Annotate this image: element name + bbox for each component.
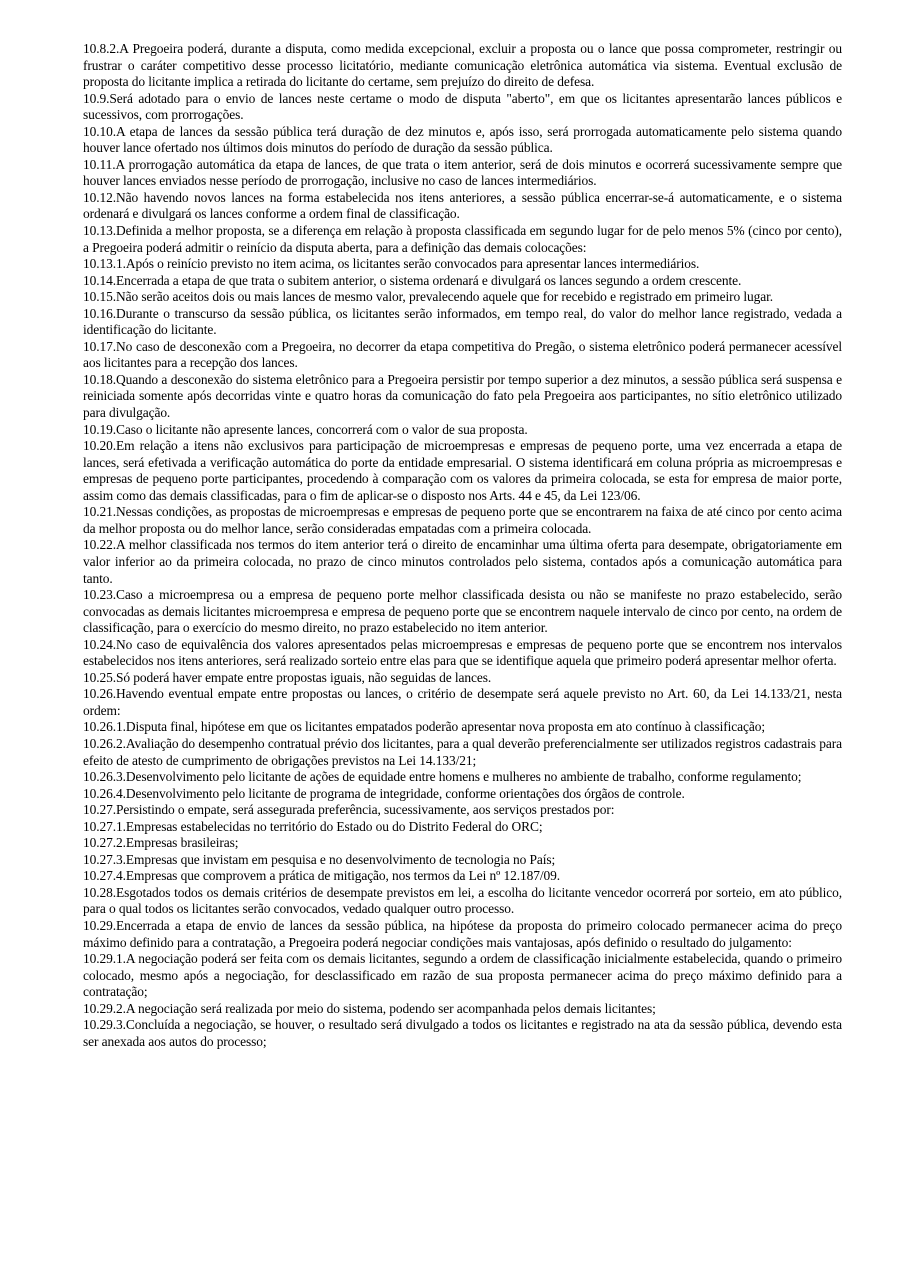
document-paragraph: 10.9.Será adotado para o envio de lances neste certame o modo de disputa "aberto", em que os licitantes apresentarão lances públicos e sucessivos, com prorrogações. [83, 90, 842, 123]
document-paragraph: 10.29.1.A negociação poderá ser feita com os demais licitantes, segundo a ordem de classificação inicialmente estabelecida, quando o primeiro colocado, mesmo após a negociação, for desclassificado em razão de sua proposta permanecer acima do preço máximo definido para a contratação; [83, 951, 842, 1000]
document-paragraph: 10.15.Não serão aceitos dois ou mais lances de mesmo valor, prevalecendo aquele que for recebido e registrado em primeiro lugar. [83, 289, 774, 305]
document-paragraph: 10.29.Encerrada a etapa de envio de lances da sessão pública, na hipótese da proposta do primeiro colocado permanecer acima do preço máximo definido para a contratação, a Pregoeira poderá negociar condições mais vantajosas, após definido o resultado do julgamento: [83, 917, 842, 950]
document-paragraph: 10.26.4.Desenvolvimento pelo licitante de programa de integridade, conforme orientações dos órgãos de controle. [83, 785, 685, 801]
document-paragraph: 10.12.Não havendo novos lances na forma estabelecida nos itens anteriores, a sessão pública encerrar-se-á automaticamente, e o sistema ordenará e divulgará os lances conforme a ordem final de classificação. [83, 189, 842, 222]
document-paragraph: 10.27.4.Empresas que comprovem a prática de mitigação, nos termos da Lei nº 12.187/09. [83, 868, 560, 884]
document-paragraph: 10.22.A melhor classificada nos termos do item anterior terá o direito de encaminhar uma última oferta para desempate, obrigatoriamente em valor inferior ao da primeira colocada, no prazo de cinco minutos controlados pelo sistema, contados após a comunicação automática para tanto. [83, 537, 842, 586]
document-paragraph: 10.14.Encerrada a etapa de que trata o subitem anterior, o sistema ordenará e divulgará os lances segundo a ordem crescente. [83, 272, 742, 288]
document-paragraph: 10.20.Em relação a itens não exclusivos para participação de microempresas e empresas de pequeno porte, uma vez encerrada a etapa de lances, será efetivada a verificação automática do porte da entidade empresarial. O sistema identificará em coluna própria as microempresas e empresas de pequeno porte participantes, procedendo à comparação com os valores da primeira colocada, se esta for empresa de maior porte, assim como das demais classificadas, para o fim de aplicar-se o disposto nos Arts. 44 e 45, da Lei 123/06. [83, 438, 842, 503]
document-paragraph: 10.16.Durante o transcurso da sessão pública, os licitantes serão informados, em tempo real, do valor do melhor lance registrado, vedada a identificação do licitante. [83, 305, 842, 338]
document-paragraph: 10.17.No caso de desconexão com a Pregoeira, no decorrer da etapa competitiva do Pregão, o sistema eletrônico poderá permanecer acessível aos licitantes para a recepção dos lances. [83, 338, 842, 371]
document-paragraph: 10.18.Quando a desconexão do sistema eletrônico para a Pregoeira persistir por tempo superior a dez minutos, a sessão pública será suspensa e reiniciada somente após decorridas vinte e quatro horas da comunicação do fato pela Pregoeira aos participantes, no sítio eletrônico utilizado para divulgação. [83, 371, 842, 421]
document-paragraph: 10.24.No caso de equivalência dos valores apresentados pelas microempresas e empresas de pequeno porte que se encontrem nos intervalos estabelecidos nos itens anteriores, será realizado sorteio entre elas para que se identifique aquela que primeiro poderá apresentar melhor oferta. [83, 636, 842, 669]
document-paragraph: 10.27.3.Empresas que invistam em pesquisa e no desenvolvimento de tecnologia no País; [83, 851, 556, 867]
document-paragraph: 10.13.1.Após o reinício previsto no item acima, os licitantes serão convocados para apresentar lances intermediários. [83, 256, 700, 272]
document-paragraph: 10.28.Esgotados todos os demais critérios de desempate previstos em lei, a escolha do licitante vencedor ocorrerá por sorteio, em ato público, para o qual todos os licitantes serão convocados, vedado qualquer outro processo. [83, 884, 842, 917]
document-paragraph: 10.26.3.Desenvolvimento pelo licitante de ações de equidade entre homens e mulheres no ambiente de trabalho, conforme regulamento; [83, 769, 802, 785]
document-paragraph: 10.26.2.Avaliação do desempenho contratual prévio dos licitantes, para a qual deverão preferencialmente ser utilizados registros cadastrais para efeito de atesto de cumprimento de obrigações previstos na Lei 14.133/21; [83, 735, 842, 768]
document-paragraph: 10.23.Caso a microempresa ou a empresa de pequeno porte melhor classificada desista ou não se manifeste no prazo estabelecido, serão convocadas as demais licitantes microempresa e empresa de pequeno porte que se encontrem naquele intervalo de cinco por cento, na ordem de classificação, para o exercício do mesmo direito, no prazo estabelecido no item anterior. [83, 587, 842, 636]
document-page [83, 41, 842, 1050]
document-paragraph: 10.26.Havendo eventual empate entre propostas ou lances, o critério de desempate será aquele previsto no Art. 60, da Lei 14.133/21, nesta ordem: [83, 686, 842, 718]
document-paragraph: 10.27.1.Empresas estabelecidas no território do Estado ou do Distrito Federal do ORC; [83, 818, 543, 834]
document-paragraph: 10.29.2.A negociação será realizada por meio do sistema, podendo ser acompanhada pelos demais licitantes; [83, 1000, 656, 1016]
document-paragraph: 10.13.Definida a melhor proposta, se a diferença em relação à proposta classificada em segundo lugar for de pelo menos 5% (cinco por cento), a Pregoeira poderá admitir o reinício da disputa aberta, para a definição das demais colocações: [83, 223, 842, 255]
document-paragraph: 10.21.Nessas condições, as propostas de microempresas e empresas de pequeno porte que se encontrarem na faixa de até cinco por cento acima da melhor proposta ou do melhor lance, serão consideradas empatadas com a primeira colocada. [83, 504, 842, 536]
document-paragraph: 10.19.Caso o licitante não apresente lances, concorrerá com o valor de sua proposta. [83, 421, 528, 437]
document-paragraph: 10.8.2.A Pregoeira poderá, durante a disputa, como medida excepcional, excluir a proposta ou o lance que possa comprometer, restringir ou frustrar o caráter competitivo desse processo licitatório, mediante comunicação eletrônica automática via sistema. Eventual exclusão de proposta do licitante implica a retirada do licitante do certame, sem prejuízo do direito de defesa. [83, 41, 842, 90]
document-paragraph: 10.25.Só poderá haver empate entre propostas iguais, não seguidas de lances. [83, 669, 492, 685]
document-paragraph: 10.11.A prorrogação automática da etapa de lances, de que trata o item anterior, será de dois minutos e ocorrerá sucessivamente sempre que houver lances enviados nesse período de prorrogação, inclusive no caso de lances intermediários. [83, 156, 842, 189]
document-paragraph: 10.29.3.Concluída a negociação, se houver, o resultado será divulgado a todos os licitantes e registrado na ata da sessão pública, devendo esta ser anexada aos autos do processo; [83, 1017, 842, 1049]
document-paragraph: 10.26.1.Disputa final, hipótese em que os licitantes empatados poderão apresentar nova proposta em ato contínuo à classificação; [83, 719, 766, 735]
document-paragraph: 10.27.2.Empresas brasileiras; [83, 835, 239, 851]
document-paragraph: 10.10.A etapa de lances da sessão pública terá duração de dez minutos e, após isso, será prorrogada automaticamente pelo sistema quando houver lance ofertado nos últimos dois minutos do período de duração da sessão pública. [83, 123, 842, 156]
document-paragraph: 10.27.Persistindo o empate, será assegurada preferência, sucessivamente, aos serviços prestados por: [83, 802, 615, 818]
